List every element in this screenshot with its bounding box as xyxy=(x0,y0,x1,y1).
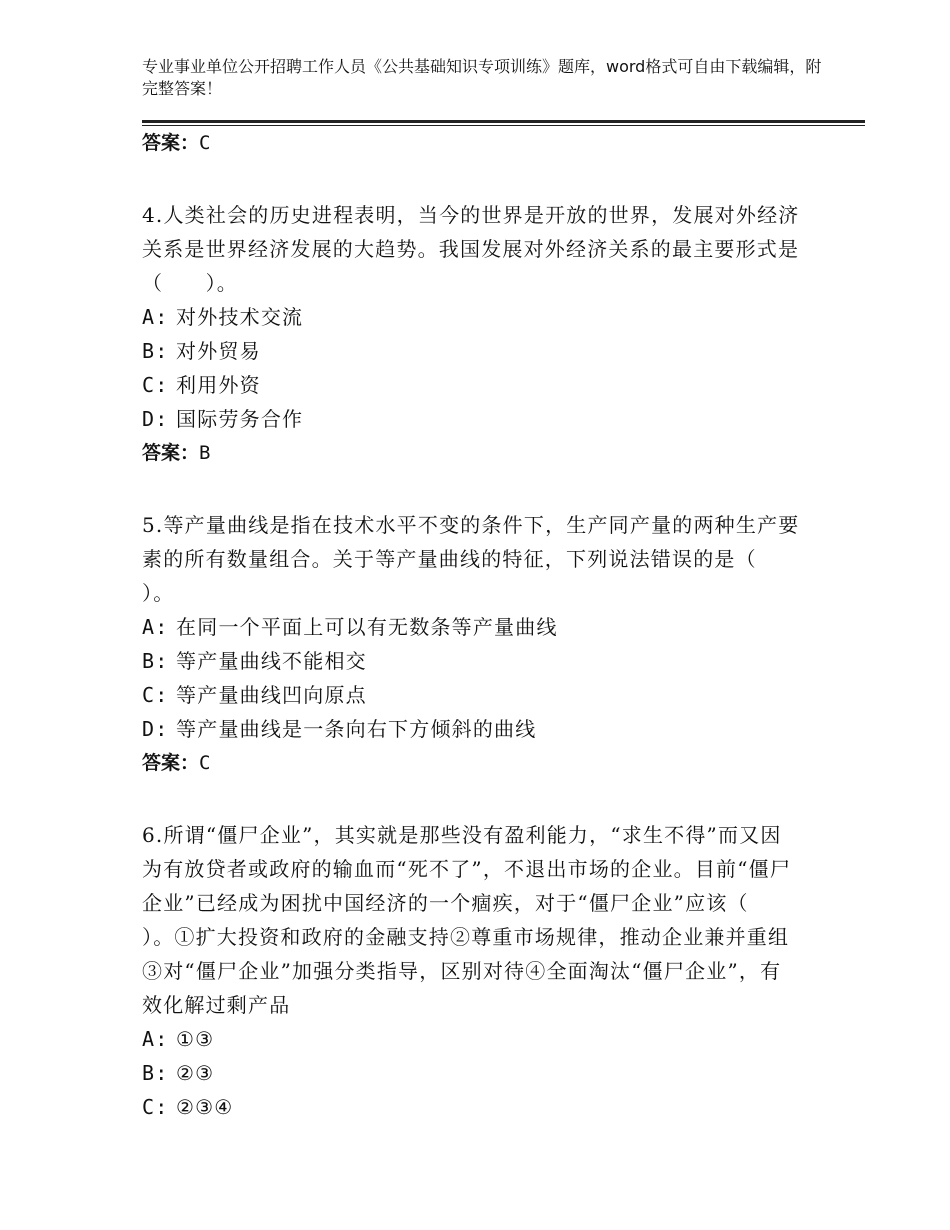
option-text: 对外贸易 xyxy=(176,339,261,363)
option-c xyxy=(142,678,802,712)
option-b xyxy=(142,334,802,368)
option-d xyxy=(142,712,802,746)
answer-line xyxy=(142,126,802,160)
option-text: ①③ xyxy=(176,1027,215,1051)
answer-label: 答案： xyxy=(142,752,200,774)
option-key: A: xyxy=(142,615,169,639)
option-text: 在同一个平面上可以有无数条等产量曲线 xyxy=(176,615,558,639)
answer-label: 答案： xyxy=(142,132,200,154)
option-key: C: xyxy=(142,1095,169,1119)
option-key: D: xyxy=(142,407,169,431)
question-text: 5.等产量曲线是指在技术水平不变的条件下，生产同产量的两种生产要素的所有数量组合。关于等产量曲线的特征，下列说法错误的是（ ）。 xyxy=(142,513,800,605)
option-key: B: xyxy=(142,1061,169,1085)
option-key: C: xyxy=(142,373,169,397)
option-key: B: xyxy=(142,339,169,363)
answer-line xyxy=(142,746,802,780)
option-text: 国际劳务合作 xyxy=(176,407,304,431)
option-b xyxy=(142,644,802,678)
question-item xyxy=(142,508,802,780)
answer-label: 答案： xyxy=(142,442,200,464)
answer-value: C xyxy=(199,752,211,774)
option-c xyxy=(142,368,802,402)
question-content xyxy=(142,126,802,1124)
question-item xyxy=(142,818,802,1124)
option-key: A: xyxy=(142,305,169,329)
option-key: D: xyxy=(142,717,169,741)
option-text: ②③ xyxy=(176,1061,215,1085)
option-key: B: xyxy=(142,649,169,673)
header-rule-thick xyxy=(142,120,865,123)
option-a xyxy=(142,610,802,644)
option-text: 对外技术交流 xyxy=(176,305,304,329)
option-c xyxy=(142,1090,802,1124)
question-item xyxy=(142,198,802,470)
question-text: 6.所谓“僵尸企业”，其实就是那些没有盈利能力，“求生不得”而又因为有放贷者或政府的输血而“死不了”，不退出市场的企业。目前“僵尸企业”已经成为困扰中国经济的一个痼疾，对于“僵尸企业”应该（ ）。①扩大投资和政府的金融支持②尊重市场规律，推动企业兼并重组③对“僵尸企业”加强分类指导，区别对待④全面淘汰“僵尸企业”，有效化解过剩产品 xyxy=(142,823,792,1017)
option-text: 等产量曲线凹向原点 xyxy=(176,683,367,707)
answer-value: B xyxy=(199,442,211,464)
option-d xyxy=(142,402,802,436)
option-text: 等产量曲线是一条向右下方倾斜的曲线 xyxy=(176,717,537,741)
option-a xyxy=(142,1022,802,1056)
option-b xyxy=(142,1056,802,1090)
answer-value: C xyxy=(199,132,211,154)
page-header: 专业事业单位公开招聘工作人员《公共基础知识专项训练》题库，word格式可自由下载编辑，附完整答案！ xyxy=(142,57,822,98)
answer-line xyxy=(142,436,802,470)
option-text: ②③④ xyxy=(176,1095,234,1119)
option-text: 等产量曲线不能相交 xyxy=(176,649,367,673)
option-key: A: xyxy=(142,1027,169,1051)
option-a xyxy=(142,300,802,334)
question-text: 4.人类社会的历史进程表明，当今的世界是开放的世界，发展对外经济关系是世界经济发展的大趋势。我国发展对外经济关系的最主要形式是（ ）。 xyxy=(142,203,800,295)
option-key: C: xyxy=(142,683,169,707)
option-text: 利用外资 xyxy=(176,373,261,397)
